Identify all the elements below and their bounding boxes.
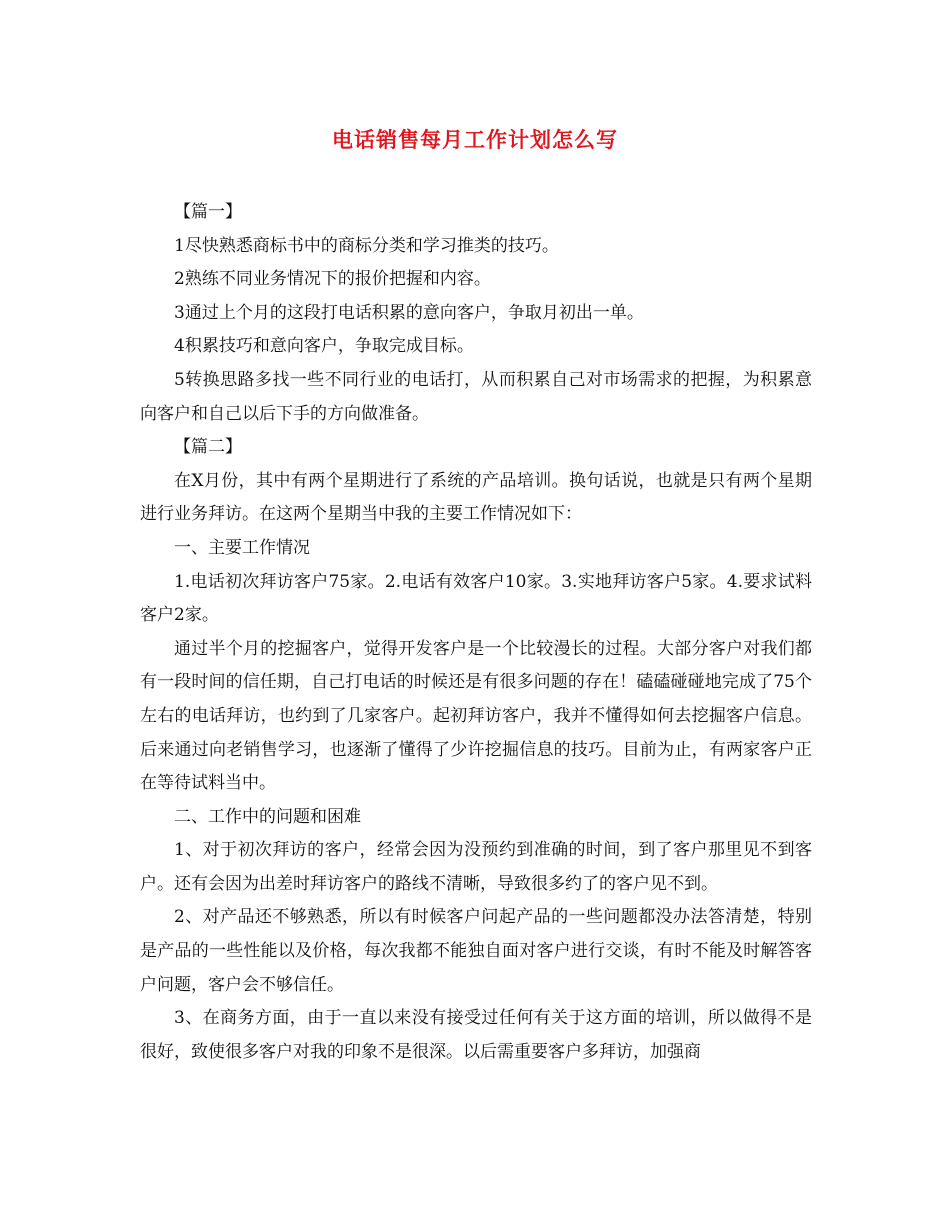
problem-item-3: 3、在商务方面，由于一直以来没有接受过任何有关于这方面的培训，所以做得不是很好，致使很多客户对我的印象不是很深。以后需重要客户多拜访，加强商 bbox=[140, 1008, 812, 1062]
summary-paragraph: 通过半个月的挖掘客户，觉得开发客户是一个比较漫长的过程。大部分客户对我们都有一段时间的信任期，自己打电话的时候还是有很多问题的存在！磕磕碰碰地完成了75个左右的电话拜访，也约到了几家客户。起初拜访客户，我并不懂得如何去挖掘客户信息。后来通过向老销售学习，也逐渐了懂得了少许挖掘信息的技巧。目前为止，有两家客户正在等待试料当中。 bbox=[140, 638, 812, 794]
section-heading-2: 【篇二】 bbox=[174, 437, 242, 458]
plan-item-2: 2熟练不同业务情况下的报价把握和内容。 bbox=[174, 269, 491, 290]
problem-item-2: 2、对产品还不够熟悉，所以有时候客户问起产品的一些问题都没办法答清楚，特别是产品的一些性能以及价格，每次我都不能独自面对客户进行交谈，有时不能及时解答客户问题，客户会不够信任。 bbox=[140, 907, 812, 995]
section-heading-1: 【篇一】 bbox=[174, 202, 242, 222]
plan-item-3: 3通过上个月的这段打电话积累的意向客户，争取月初出一单。 bbox=[174, 302, 644, 323]
document-title: 电话销售每月工作计划怎么写 bbox=[332, 128, 618, 152]
plan-item-1: 1尽快熟悉商标书中的商标分类和学习推类的技巧。 bbox=[174, 235, 559, 256]
intro-paragraph: 在X月份，其中有两个星期进行了系统的产品培训。换句话说，也就是只有两个星期进行业务拜访。在这两个星期当中我的主要工作情况如下： bbox=[140, 470, 812, 525]
plan-item-4: 4积累技巧和意向客户，争取完成目标。 bbox=[174, 336, 474, 357]
problem-item-1: 1、对于初次拜访的客户，经常会因为没预约到准确的时间，到了客户那里见不到客户。还有会因为出差时拜访客户的路线不清晰，导致很多约了的客户见不到。 bbox=[140, 840, 812, 894]
document-body bbox=[140, 196, 812, 1069]
work-stats-paragraph: 1.电话初次拜访客户75家。2.电话有效客户10家。3.实地拜访客户5家。4.要求试料客户2家。 bbox=[140, 571, 812, 626]
subheading-problems: 二、工作中的问题和困难 bbox=[174, 806, 361, 827]
plan-item-5: 5转换思路多找一些不同行业的电话打，从而积累自己对市场需求的把握，为积累意向客户和自己以后下手的方向做准备。 bbox=[140, 369, 812, 424]
subheading-work-status: 一、主要工作情况 bbox=[174, 537, 310, 558]
